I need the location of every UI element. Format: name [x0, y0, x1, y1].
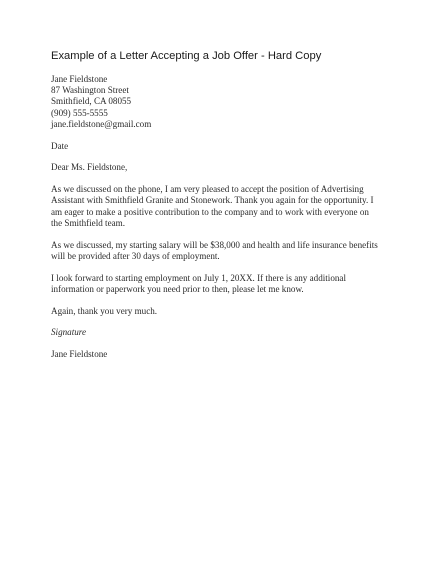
salutation: Dear Ms. Fieldstone,: [51, 162, 128, 173]
sender-street: 87 Washington Street: [51, 85, 129, 96]
paragraph-salary: As we discussed, my starting salary will be $38,000 and health and life insurance benefits will be provided after 30 days of employment.: [51, 239, 378, 261]
paragraph-acceptance: As we discussed on the phone, I am very pleased to accept the position of Advertising Assistant with Smithfield Granite and Stonework. Thank you again for the opportunity. I am eager to make a positive contribution to the company and to work with everyone on the Smithfield team.: [51, 184, 374, 228]
paragraph-start-date: I look forward to starting employment on July 1, 20XX. If there is any additional information or paperwork you need prior to then, please let me know.: [51, 272, 346, 294]
signer-name: Jane Fieldstone: [51, 349, 108, 360]
letter-date: Date: [51, 140, 69, 151]
sender-address: [51, 74, 401, 130]
sender-phone: (909) 555-5555: [51, 107, 108, 118]
signature-placeholder: Signature: [51, 327, 87, 338]
sender-city: Smithfield, CA 08055: [51, 96, 132, 107]
letter-body: [51, 74, 401, 371]
sender-name: Jane Fieldstone: [51, 74, 108, 84]
sender-email: jane.fieldstone@gmail.com: [51, 118, 152, 129]
closing-line: Again, thank you very much.: [51, 305, 158, 316]
document-title: Example of a Letter Accepting a Job Offer - Hard Copy: [51, 50, 322, 62]
